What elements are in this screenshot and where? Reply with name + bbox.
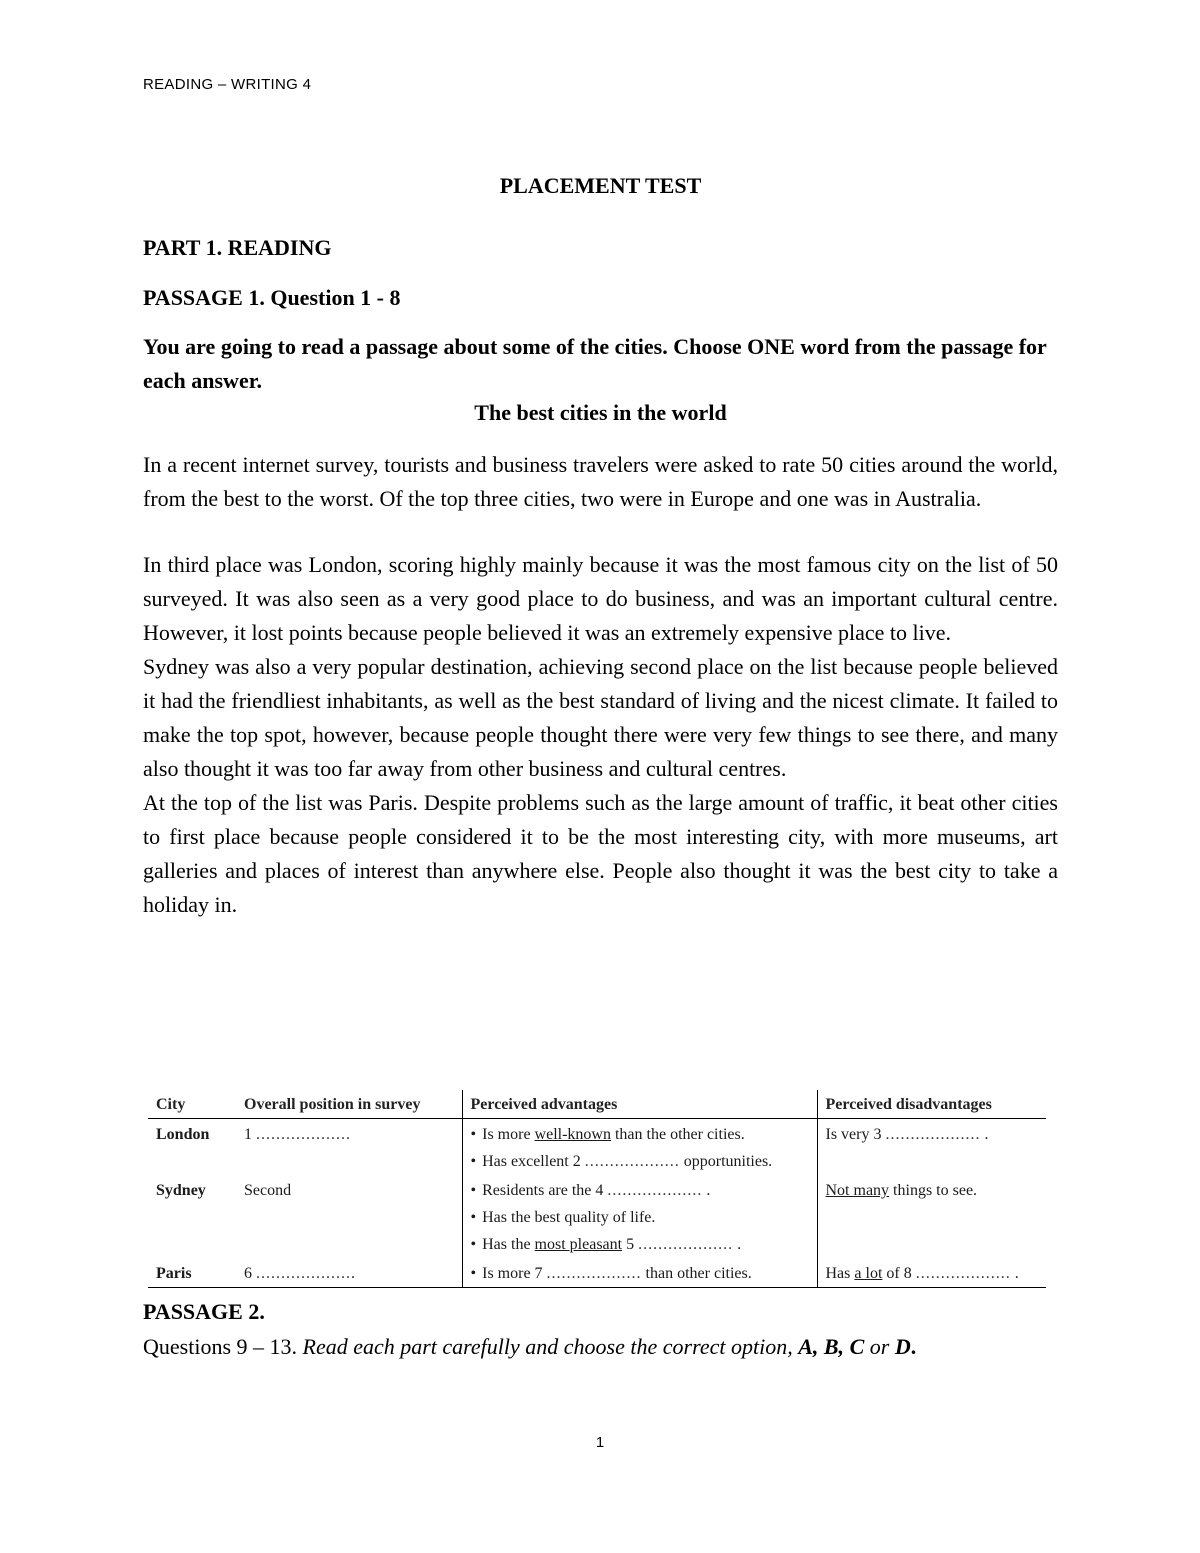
bullet-icon: • <box>470 1209 477 1226</box>
passage-2-heading: PASSAGE 2. <box>143 1299 265 1324</box>
header-city: City <box>148 1090 236 1119</box>
table-row-paris <box>148 1258 1046 1288</box>
passage-2-instructions <box>143 1331 1058 1363</box>
advantage-text: . <box>706 1182 711 1199</box>
advantage-item <box>471 1177 811 1204</box>
paragraph-paris: At the top of the list was Paris. Despite problems such as the large amount of traffic, it beat other cities to first place because people considered it to be the most interesting city, with more museums, art galleries and places of interest than anywhere else. People also thought it was the best city to take a holiday in. <box>143 790 1058 917</box>
passage-2-section <box>143 1297 1058 1363</box>
advantage-item <box>471 1148 811 1175</box>
underlined-word: a lot <box>854 1265 883 1282</box>
page-number: 1 <box>595 1434 605 1451</box>
cell-disadvantages-london <box>817 1119 1046 1176</box>
option-c: C <box>849 1334 865 1359</box>
questions-range: Questions 9 – 13. <box>143 1334 297 1359</box>
header-disadvantages: Perceived disadvantages <box>817 1090 1046 1119</box>
option-d: D <box>894 1334 911 1359</box>
advantage-item <box>471 1121 811 1148</box>
answer-blank-4: ................... <box>607 1182 703 1199</box>
cell-city-sydney: Sydney <box>156 1182 206 1199</box>
advantage-text: Has excellent 2 <box>482 1153 581 1170</box>
position-text: . <box>351 1265 355 1282</box>
answer-blank-1: ................... <box>256 1126 351 1143</box>
passage-1-heading: PASSAGE 1. Question 1 - 8 <box>143 285 401 310</box>
bullet-icon: • <box>470 1126 477 1143</box>
or-text: or <box>869 1334 890 1359</box>
disadvantage-text: Has <box>825 1265 851 1282</box>
advantage-item <box>471 1260 811 1287</box>
paragraph-intro: In a recent internet survey, tourists and business travelers were asked to rate 50 cities around the world, from the best to the worst. Of the top three cities, two were in Europe and one was in Australia. <box>143 452 1058 511</box>
cell-disadvantages-paris <box>817 1258 1046 1288</box>
paragraph-london: In third place was London, scoring highly mainly because it was the most famous city on the list of 50 surveyed. It was also seen as a very good place to do business, and was an important cultural centre. However, it lost points because people believed it was an extremely expensive place to live. <box>143 552 1058 645</box>
part-heading: PART 1. READING <box>143 235 332 260</box>
disadvantage-text: of 8 <box>886 1265 912 1282</box>
disadvantage-text: . <box>1014 1265 1019 1282</box>
survey-table <box>148 1090 1046 1288</box>
option-b: B, <box>823 1334 845 1359</box>
question-1-number: 1 <box>244 1126 252 1143</box>
answer-blank-7: ................... <box>546 1265 642 1282</box>
answer-blank-6: ................... <box>256 1265 351 1282</box>
question-6-number: 6 <box>244 1265 252 1282</box>
advantage-text: than the other cities. <box>614 1126 745 1143</box>
advantage-text: Residents are the 4 <box>482 1182 604 1199</box>
advantage-item <box>471 1204 811 1231</box>
advantage-text: . <box>737 1236 742 1253</box>
option-a: A, <box>798 1334 819 1359</box>
bullet-icon: • <box>470 1153 477 1170</box>
cell-advantages-london <box>462 1119 817 1176</box>
cell-position-paris <box>236 1258 462 1288</box>
answer-blank-2: ................... <box>584 1153 680 1170</box>
cell-advantages-paris <box>462 1258 817 1288</box>
instruction-text: Read each part carefully and choose the correct option, <box>302 1334 793 1359</box>
disadvantage-text: things to see. <box>893 1182 978 1199</box>
cell-position-london <box>236 1119 462 1176</box>
cell-position-sydney: Second <box>244 1182 292 1199</box>
answer-blank-5: ................... <box>638 1236 734 1253</box>
advantage-text: Is more <box>482 1126 531 1143</box>
paragraph-sydney: Sydney was also a very popular destination, achieving second place on the list because people believed it had the friendliest inhabitants, as well as the best standard of living and the nicest climate. It failed to make the top spot, however, because people thought there were very few things to see there, and many also thought it was too far away from other business and cultural centres. <box>143 654 1058 781</box>
cell-city-london: London <box>156 1126 210 1143</box>
passage-1-instructions: You are going to read a passage about some of the cities. Choose ONE word from the passage for each answer. <box>143 334 1047 393</box>
underlined-word: well-known <box>534 1126 611 1143</box>
period: . <box>910 1334 917 1359</box>
header-position: Overall position in survey <box>236 1090 462 1119</box>
document-title: PLACEMENT TEST <box>499 173 702 198</box>
bullet-icon: • <box>470 1236 477 1253</box>
cell-advantages-sydney <box>462 1175 817 1258</box>
answer-blank-3: ................... <box>885 1126 981 1143</box>
advantage-text: Has the best quality of life. <box>482 1209 656 1226</box>
advantage-item <box>471 1231 811 1258</box>
advantage-text: Has the <box>482 1236 531 1253</box>
passage-1-subtitle: The best cities in the world <box>474 400 727 425</box>
advantage-text: Is more 7 <box>482 1265 543 1282</box>
table-header-row <box>148 1090 1046 1119</box>
table-row-london <box>148 1119 1046 1176</box>
cell-disadvantages-sydney <box>817 1175 1046 1258</box>
page-header: READING – WRITING 4 <box>143 76 312 93</box>
bullet-icon: • <box>470 1182 477 1199</box>
underlined-word: Not many <box>825 1182 890 1199</box>
disadvantage-text: Is very 3 <box>825 1126 882 1143</box>
advantage-text: than other cities. <box>645 1265 752 1282</box>
question-5-number: 5 <box>626 1236 635 1253</box>
disadvantage-text: . <box>984 1126 989 1143</box>
cell-city-paris: Paris <box>148 1258 236 1288</box>
header-advantages: Perceived advantages <box>462 1090 817 1119</box>
passage-1-section <box>143 171 1058 922</box>
bullet-icon: • <box>470 1265 477 1282</box>
answer-blank-8: ................... <box>915 1265 1011 1282</box>
advantage-text: opportunities. <box>683 1153 773 1170</box>
underlined-word: most pleasant <box>534 1236 623 1253</box>
table-row-sydney <box>148 1175 1046 1258</box>
